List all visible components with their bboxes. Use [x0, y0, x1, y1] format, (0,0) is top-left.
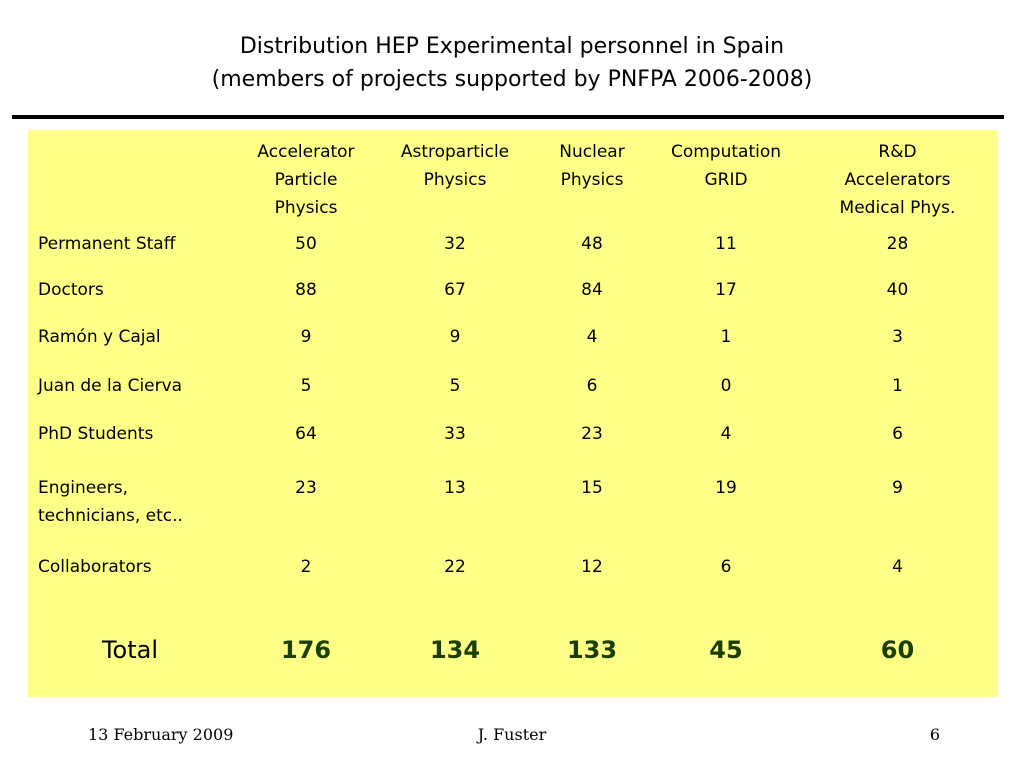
- table-cell: 28: [886, 234, 909, 254]
- table-cell: 5: [300, 376, 312, 396]
- total-cell: 133: [566, 636, 618, 664]
- table-cell: 11: [715, 234, 737, 254]
- row-label-line: Engineers,: [38, 478, 128, 498]
- row-label: Permanent Staff: [38, 234, 176, 254]
- table-header-row: [28, 130, 997, 230]
- table-cell: 4: [720, 424, 732, 444]
- table-cell: 17: [715, 280, 737, 300]
- table-row-ramon-y-cajal: [28, 323, 997, 372]
- table-cell: 88: [295, 280, 317, 300]
- personnel-table-panel: [28, 130, 997, 697]
- title-divider: [12, 115, 1004, 119]
- table-cell: 9: [300, 327, 312, 347]
- table-cell: 9: [892, 478, 903, 498]
- total-cell: 45: [709, 636, 743, 664]
- table-cell: 50: [295, 234, 317, 254]
- column-header-computation-grid: [654, 130, 798, 230]
- table-cell: 67: [444, 280, 466, 300]
- row-label: PhD Students: [38, 424, 154, 444]
- table-cell: 33: [444, 424, 466, 444]
- table-row-total: [28, 630, 997, 664]
- slide-title-line-1: Distribution HEP Experimental personnel in Spain: [239, 34, 785, 59]
- table-cell: 13: [444, 478, 466, 498]
- table-cell: 64: [295, 424, 317, 444]
- table-cell: 15: [581, 478, 603, 498]
- row-label: Collaborators: [38, 557, 152, 577]
- column-header-line: Astroparticle: [400, 142, 510, 162]
- table-row-engineers: [28, 468, 997, 553]
- table-cell: 4: [586, 327, 598, 347]
- column-header-line: Particle: [274, 170, 338, 190]
- personnel-table: [28, 130, 997, 664]
- table-row-phd-students: [28, 420, 997, 468]
- total-cell: 60: [880, 636, 915, 664]
- row-label: Juan de la Cierva: [38, 376, 183, 396]
- header-corner-cell: [28, 130, 232, 230]
- table-cell: 32: [444, 234, 466, 254]
- slide-title: [0, 30, 1024, 96]
- column-header-line: R&D: [878, 142, 917, 162]
- slide-title-line-2: (members of projects supported by PNFPA 2006-2008): [211, 67, 813, 92]
- table-cell: 6: [892, 424, 903, 444]
- row-label: Ramón y Cajal: [38, 327, 161, 347]
- column-header-line: Physics: [274, 198, 338, 218]
- table-cell: 23: [295, 478, 317, 498]
- footer-date: 13 February 2009: [88, 725, 234, 744]
- column-header-line: Accelerator: [257, 142, 355, 162]
- table-row-doctors: [28, 276, 997, 323]
- table-cell: 23: [581, 424, 603, 444]
- column-header-line: Physics: [423, 170, 487, 190]
- table-cell: 19: [715, 478, 737, 498]
- table-cell: 6: [586, 376, 598, 396]
- table-cell: 4: [892, 557, 903, 577]
- column-header-line: GRID: [704, 170, 748, 190]
- table-cell: 5: [449, 376, 461, 396]
- total-cell: 176: [280, 636, 332, 664]
- table-cell: 9: [449, 327, 461, 347]
- table-cell: 0: [720, 376, 732, 396]
- table-row-permanent-staff: [28, 230, 997, 276]
- column-header-rd-accelerators-medical: [798, 130, 997, 230]
- table-cell: 6: [720, 557, 732, 577]
- table-cell: 1: [720, 327, 732, 347]
- row-label: [28, 468, 232, 553]
- total-cell: 134: [429, 636, 481, 664]
- table-row-juan-de-la-cierva: [28, 372, 997, 420]
- total-label: Total: [101, 636, 159, 664]
- table-cell: 84: [581, 280, 603, 300]
- footer-author: J. Fuster: [477, 725, 547, 744]
- table-cell: 1: [892, 376, 903, 396]
- table-row-collaborators: [28, 553, 997, 630]
- column-header-line: Medical Phys.: [839, 198, 956, 218]
- column-header-line: Physics: [560, 170, 624, 190]
- table-cell: 3: [892, 327, 903, 347]
- column-header-astroparticle-physics: [380, 130, 530, 230]
- column-header-line: Nuclear: [559, 142, 625, 162]
- row-label: Doctors: [38, 280, 104, 300]
- table-cell: 2: [300, 557, 312, 577]
- table-cell: 12: [581, 557, 603, 577]
- column-header-nuclear-physics: [530, 130, 654, 230]
- row-label-line: technicians, etc..: [38, 506, 183, 526]
- column-header-accelerator-particle-physics: [232, 130, 380, 230]
- table-cell: 22: [444, 557, 466, 577]
- footer-page-number: 6: [929, 725, 940, 744]
- column-header-line: Accelerators: [844, 170, 951, 190]
- column-header-line: Computation: [670, 142, 782, 162]
- table-cell: 40: [886, 280, 909, 300]
- table-cell: 48: [581, 234, 603, 254]
